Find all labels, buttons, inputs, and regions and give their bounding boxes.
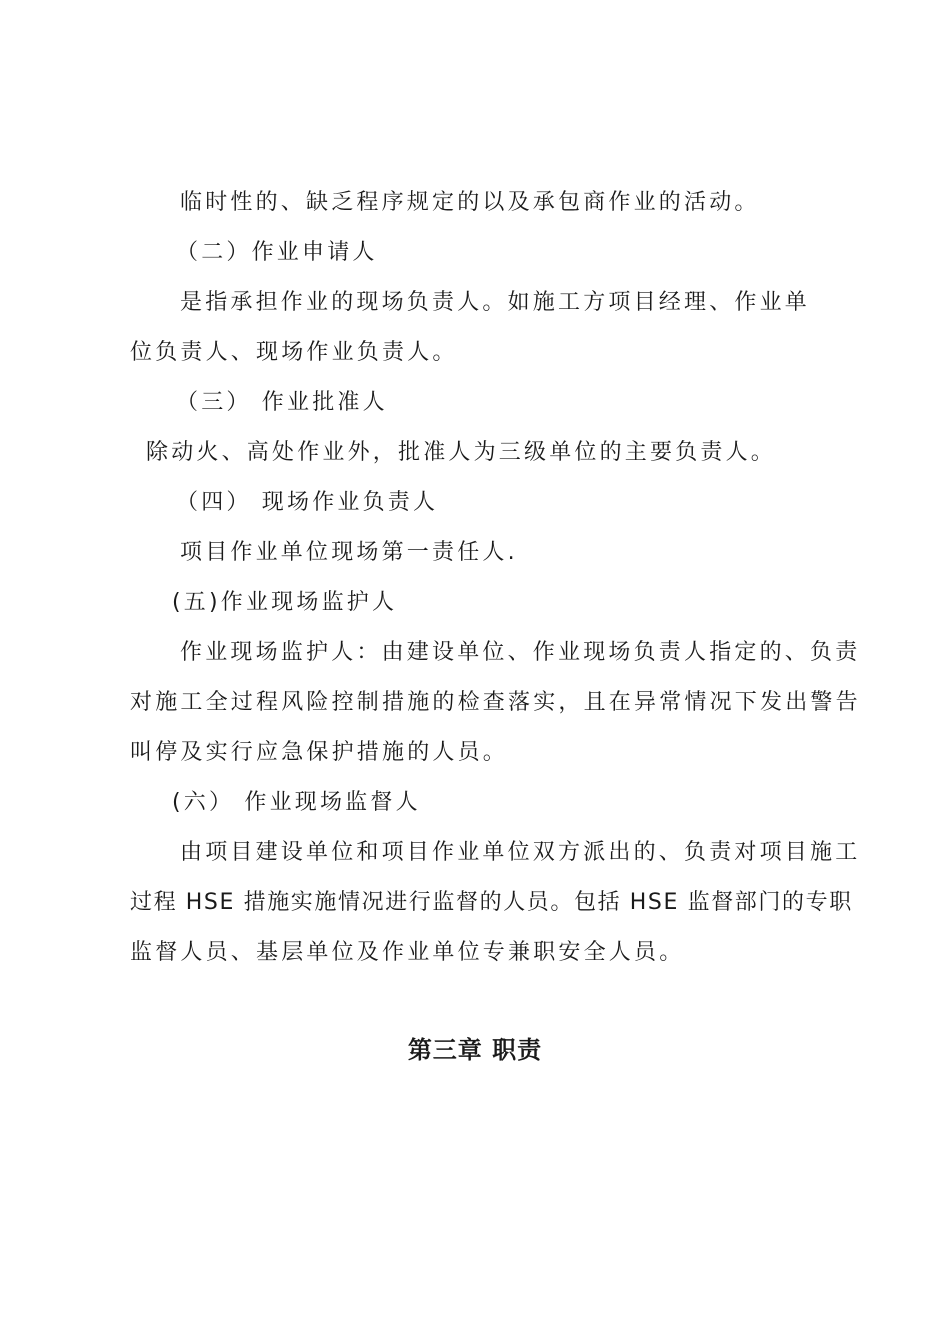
section-title-approver: （三） 作业批准人 [176,390,388,415]
section-title-applicant: （二）作业申请人 [176,240,378,265]
paragraph-line: 监督人员、基层单位及作业单位专兼职安全人员。 [130,940,685,965]
paragraph-line: 对施工全过程风险控制措施的检查落实，且在异常情况下发出警告 [130,690,861,715]
paragraph-line: 叫停及实行应急保护措施的人员。 [130,740,509,765]
paragraph-line: 项目作业单位现场第一责任人. [180,540,518,565]
paragraph-line: 除动火、高处作业外，批准人为三级单位的主要负责人。 [146,440,777,465]
chapter-heading: 第三章 职责 [407,1035,543,1064]
paragraph-line: 过程 HSE 措施实施情况进行监督的人员。包括 HSE 监督部门的专职 [130,890,853,915]
paragraph-line: 是指承担作业的现场负责人。如施工方项目经理、作业单 [180,290,811,315]
paragraph-line: 作业现场监护人：由建设单位、作业现场负责人指定的、负责 [180,640,861,665]
section-title-site-supervisor: (六） 作业现场监督人 [172,790,421,815]
paragraph-line: 位负责人、现场作业负责人。 [130,340,458,365]
section-title-site-guardian: (五)作业现场监护人 [172,590,398,615]
paragraph-line: 临时性的、缺乏程序规定的以及承包商作业的活动。 [180,190,760,215]
paragraph-line: 由项目建设单位和项目作业单位双方派出的、负责对项目施工 [180,840,861,865]
section-title-site-leader: （四） 现场作业负责人 [176,490,439,515]
